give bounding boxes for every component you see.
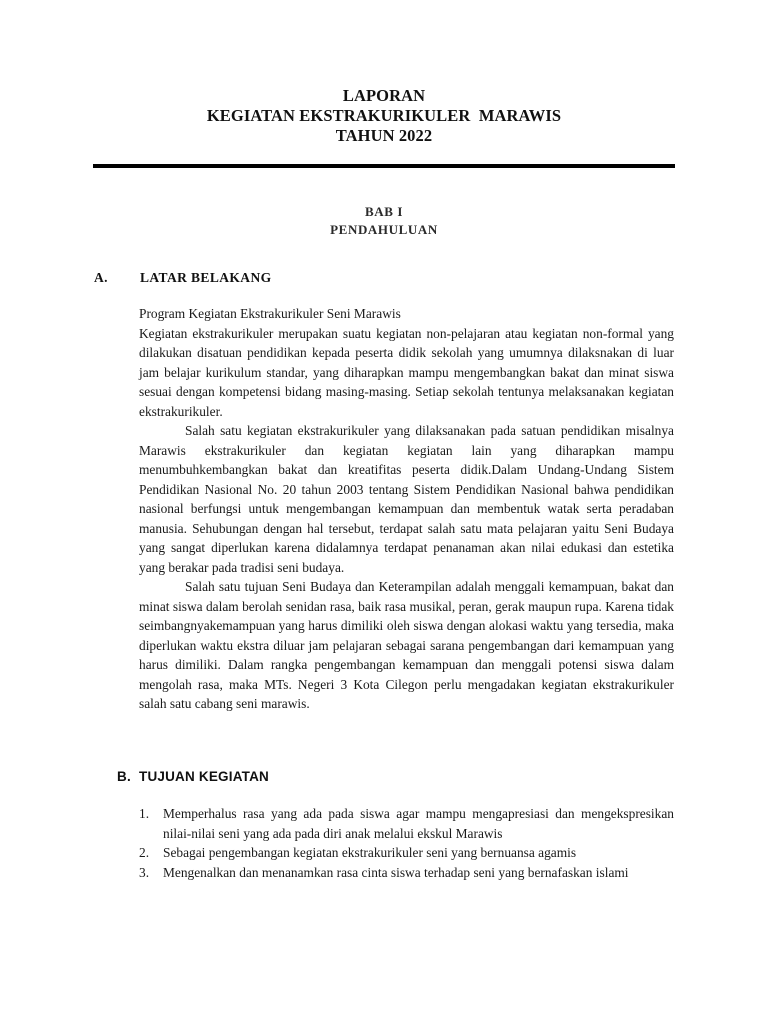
- list-item-text: Mengenalkan dan menanamkan rasa cinta siswa terhadap seni yang bernafaskan islami: [163, 864, 629, 880]
- chapter-title: PENDAHULUAN: [330, 222, 438, 237]
- title-line-3: TAHUN 2022: [335, 126, 433, 145]
- paragraph-2: Salah satu kegiatan ekstrakurikuler yang dilaksanakan pada satuan pendidikan misalnya Marawis ekstrakurikuler dan kegiatan kegiatan lain yang diharapkan mampu menumbuhkembangkan bakat dan kreatifitas peserta didik.Dalam Undang-Undang Sistem Pendidikan Nasional No. 20 tahun 2003 tentang Sistem Pendidikan Nasional bahwa pendidikan nasional berfungsi untuk mengembangan kemampuan dan membentuk watak serta peradaban manusia. Sehubungan dengan hal tersebut, terdapat salah satu mata pelajaran yaitu Seni Budaya yang sangat diperlukan karena didalamnya terdapat penanaman akan nilai edukasi dan estetika yang berakar pada tradisi seni budaya.: [139, 423, 674, 575]
- section-a-number: A.: [94, 270, 108, 285]
- chapter-number: BAB I: [364, 204, 404, 219]
- program-line: Program Kegiatan Ekstrakurikuler Seni Marawis: [139, 306, 401, 321]
- title-line-1: LAPORAN: [342, 86, 426, 105]
- section-b-heading: [117, 769, 269, 784]
- list-item-marker: 3.: [139, 864, 150, 880]
- list-item: [139, 843, 674, 863]
- list-item-text: Memperhalus rasa yang ada pada siswa agar mampu mengapresiasi dan mengekspresikan nilai-nilai seni yang ada pada diri anak melalui ekskul Marawis: [163, 806, 674, 841]
- section-a-title: LATAR BELAKANG: [140, 270, 272, 285]
- section-a-body: [139, 304, 674, 714]
- section-b-number: B.: [117, 769, 131, 784]
- title-line-2: KEGIATAN EKSTRAKURIKULER MARAWIS: [206, 106, 562, 125]
- paragraph-1: Kegiatan ekstrakurikuler merupakan suatu kegiatan non-pelajaran atau kegiatan non-formal yang dilakukan disatuan pendidikan kepada peserta didik sekolah yang umumnya dilaksnakan di luar jam belajar kurikulum standar, yang diharapkan mampu mengembangkan bakat dan minat siswa sesuai dengan kompetensi bidang masing-masing. Setiap sekolah tentunya melaksanakan kegiatan ekstrakurikuler.: [139, 325, 674, 419]
- paragraph-3: Salah satu tujuan Seni Budaya dan Keterampilan adalah menggali kemampuan, bakat dan minat siswa dalam berolah senidan rasa, baik rasa musikal, peran, gerak maupun rupa. Karena tidak seimbangnyakemampuan yang harus dimiliki oleh siswa dengan alokasi waktu yang tersedia, maka diperlukan waktu ekstra diluar jam pelajaran sebagai sarana pengembangan dari kemampuan yang harus dimiliki. Dalam rangka pengembangan kemampuan dan menggali potensi siswa dalam mengolah rasa, maka MTs. Negeri 3 Kota Cilegon perlu mengadakan kegiatan ekstrakurikuler salah satu cabang seni marawis.: [139, 579, 674, 711]
- chapter-heading: [0, 203, 768, 239]
- objectives-list: [139, 804, 674, 882]
- list-item: [139, 804, 674, 843]
- section-b-title: TUJUAN KEGIATAN: [139, 769, 269, 784]
- list-item: [139, 863, 674, 883]
- list-item-marker: 1.: [139, 806, 150, 821]
- list-item-text: Sebagai pengembangan kegiatan ekstrakurikuler seni yang bernuansa agamis: [163, 845, 577, 860]
- section-a-heading: [94, 270, 272, 286]
- report-title: [0, 86, 768, 146]
- list-item-marker: 2.: [139, 845, 150, 860]
- title-divider: [93, 164, 675, 168]
